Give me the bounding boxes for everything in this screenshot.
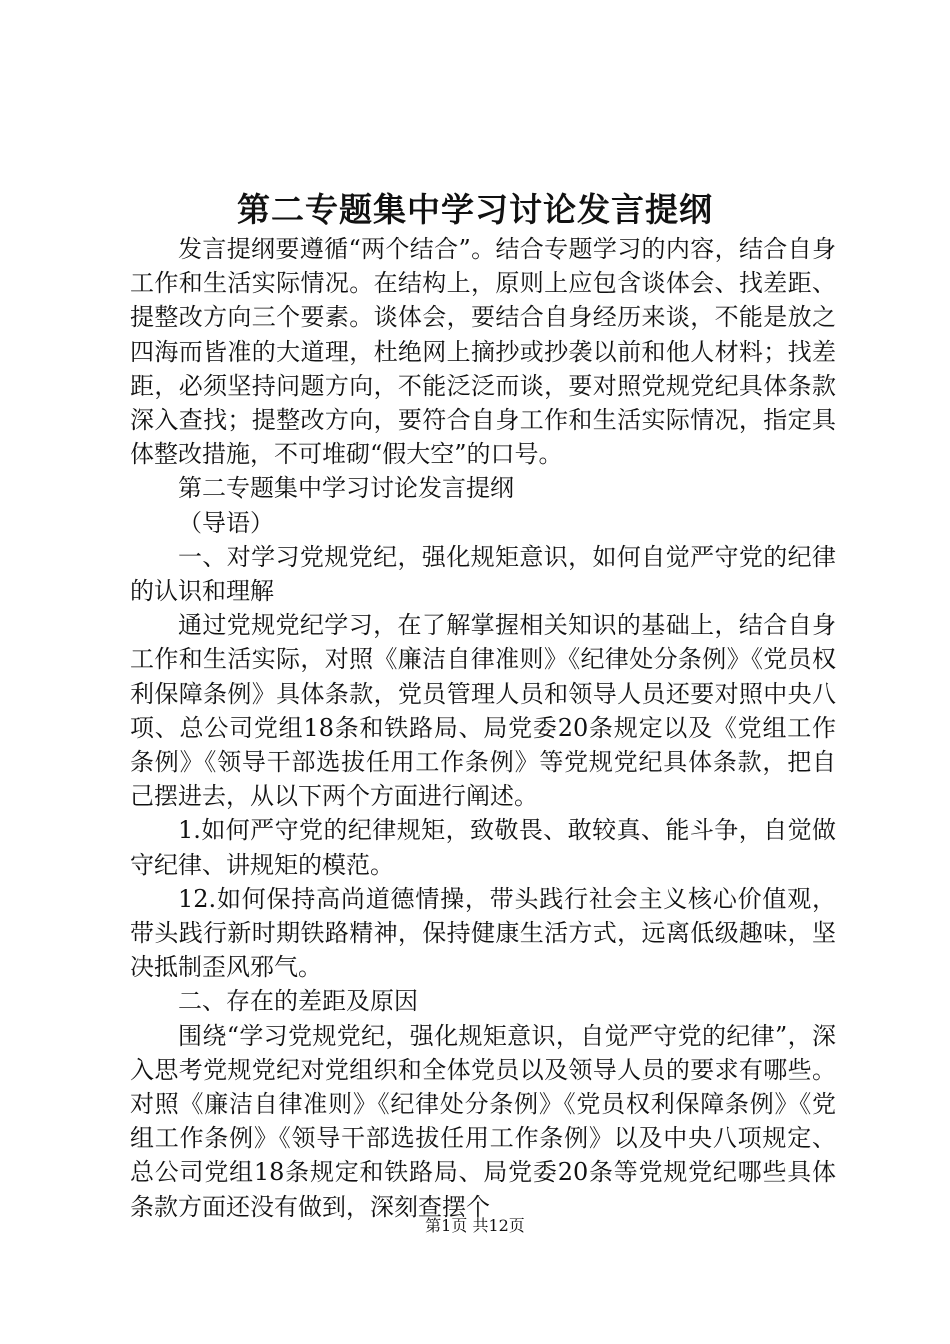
document-body [130, 232, 836, 1224]
section-heading-1: 一、对学习党规党纪，强化规矩意识，如何自觉严守党的纪律的认识和理解 [130, 542, 836, 606]
list-item-1: 1.如何严守党的纪律规矩，致敬畏、敢较真、能斗争，自觉做守纪律、讲规矩的模范。 [130, 816, 836, 879]
document-title: 第二专题集中学习讨论发言提纲 [237, 190, 713, 229]
list-item-2: 12.如何保持高尚道德情操，带头践行社会主义核心价值观，带头践行新时期铁路精神，保持健康生活方式，远离低级趣味，坚决抵制歪风邪气。 [130, 884, 836, 982]
paragraph-lead-label: （导语） [178, 508, 274, 537]
page-number-footer: 第1页 共12页 [425, 1216, 525, 1235]
section-heading-2: 二、存在的差距及原因 [178, 987, 418, 1016]
paragraph-section-1: 通过党规党纪学习，在了解掌握相关知识的基础上，结合自身工作和生活实际，对照《廉洁自律准则》《纪律处分条例》《党员权利保障条例》具体条款，党员管理人员和领导人员还要对照中央八项、总公司党组18条和铁路局、局党委20条规定以及《党组工作条例》《领导干部选拔任用工作条例》等党规党纪具体条款，把自己摆进去，从以下两个方面进行阐述。 [130, 611, 836, 811]
paragraph-section-2: 围绕“学习党规党纪，强化规矩意识，自觉严守党的纪律”，深入思考党规党纪对党组织和全体党员以及领导人员的要求有哪些。对照《廉洁自律准则》《纪律处分条例》《党员权利保障条例》《党组工作条例》《领导干部选拔任用工作条例》以及中央八项规定、总公司党组18条规定和铁路局、局党委20条等党规党纪哪些具体条款方面还没有做到，深刻查摆个 [130, 1021, 836, 1221]
paragraph-intro: 发言提纲要遵循“两个结合”。结合专题学习的内容，结合自身工作和生活实际情况。在结构上，原则上应包含谈体会、找差距、提整改方向三个要素。谈体会，要结合自身经历来谈，不能是放之四海而皆准的大道理，杜绝网上摘抄或抄袭以前和他人材料；找差距，必须坚持问题方向，不能泛泛而谈，要对照党规党纪具体条款深入查找；提整改方向，要符合自身工作和生活实际情况，指定具体整改措施，不可堆砌“假大空”的口号。 [130, 235, 836, 469]
paragraph-subtitle: 第二专题集中学习讨论发言提纲 [178, 474, 514, 503]
